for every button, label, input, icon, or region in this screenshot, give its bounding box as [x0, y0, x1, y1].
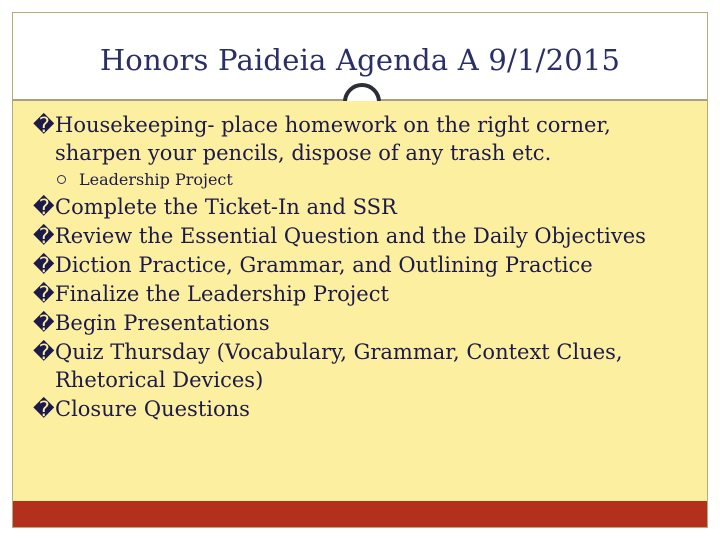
- bullet-item: [33, 251, 693, 279]
- circle-bullet-icon: [57, 175, 66, 184]
- bullet-item: [33, 338, 693, 394]
- bullet-text: Closure Questions: [55, 397, 250, 421]
- bullet-text: Diction Practice, Grammar, and Outlining Practice: [55, 253, 593, 277]
- bullet-text: Review the Essential Question and the Daily Objectives: [55, 224, 646, 248]
- bullet-text: Housekeeping- place homework on the right corner, sharpen your pencils, dispose of any trash etc.: [55, 113, 611, 165]
- bottom-accent-bar: [13, 501, 707, 527]
- bullet-text: Finalize the Leadership Project: [55, 282, 389, 306]
- bullet-marker: �: [33, 253, 55, 277]
- bullet-item: [33, 222, 693, 250]
- slide: [12, 12, 708, 528]
- sub-bullet-text: Leadership Project: [79, 170, 233, 189]
- bullet-marker: �: [33, 224, 55, 248]
- content-area: [13, 101, 707, 503]
- bullet-marker: �: [33, 311, 55, 335]
- bullet-item: [33, 395, 693, 423]
- slide-title: Honors Paideia Agenda A 9/1/2015: [99, 43, 621, 77]
- sub-bullet-item: [33, 168, 693, 192]
- bullet-marker: �: [33, 282, 55, 306]
- bullet-marker: �: [33, 340, 55, 364]
- bullet-text: Quiz Thursday (Vocabulary, Grammar, Context Clues, Rhetorical Devices): [55, 340, 623, 392]
- bullet-text: Complete the Ticket-In and SSR: [55, 195, 397, 219]
- bullet-list: [33, 111, 693, 424]
- bullet-item: [33, 111, 693, 167]
- bullet-marker: �: [33, 397, 55, 421]
- bullet-text: Begin Presentations: [55, 311, 270, 335]
- bullet-item: [33, 280, 693, 308]
- bullet-item: [33, 309, 693, 337]
- bullet-marker: �: [33, 113, 55, 137]
- bullet-item: [33, 193, 693, 221]
- bullet-marker: �: [33, 195, 55, 219]
